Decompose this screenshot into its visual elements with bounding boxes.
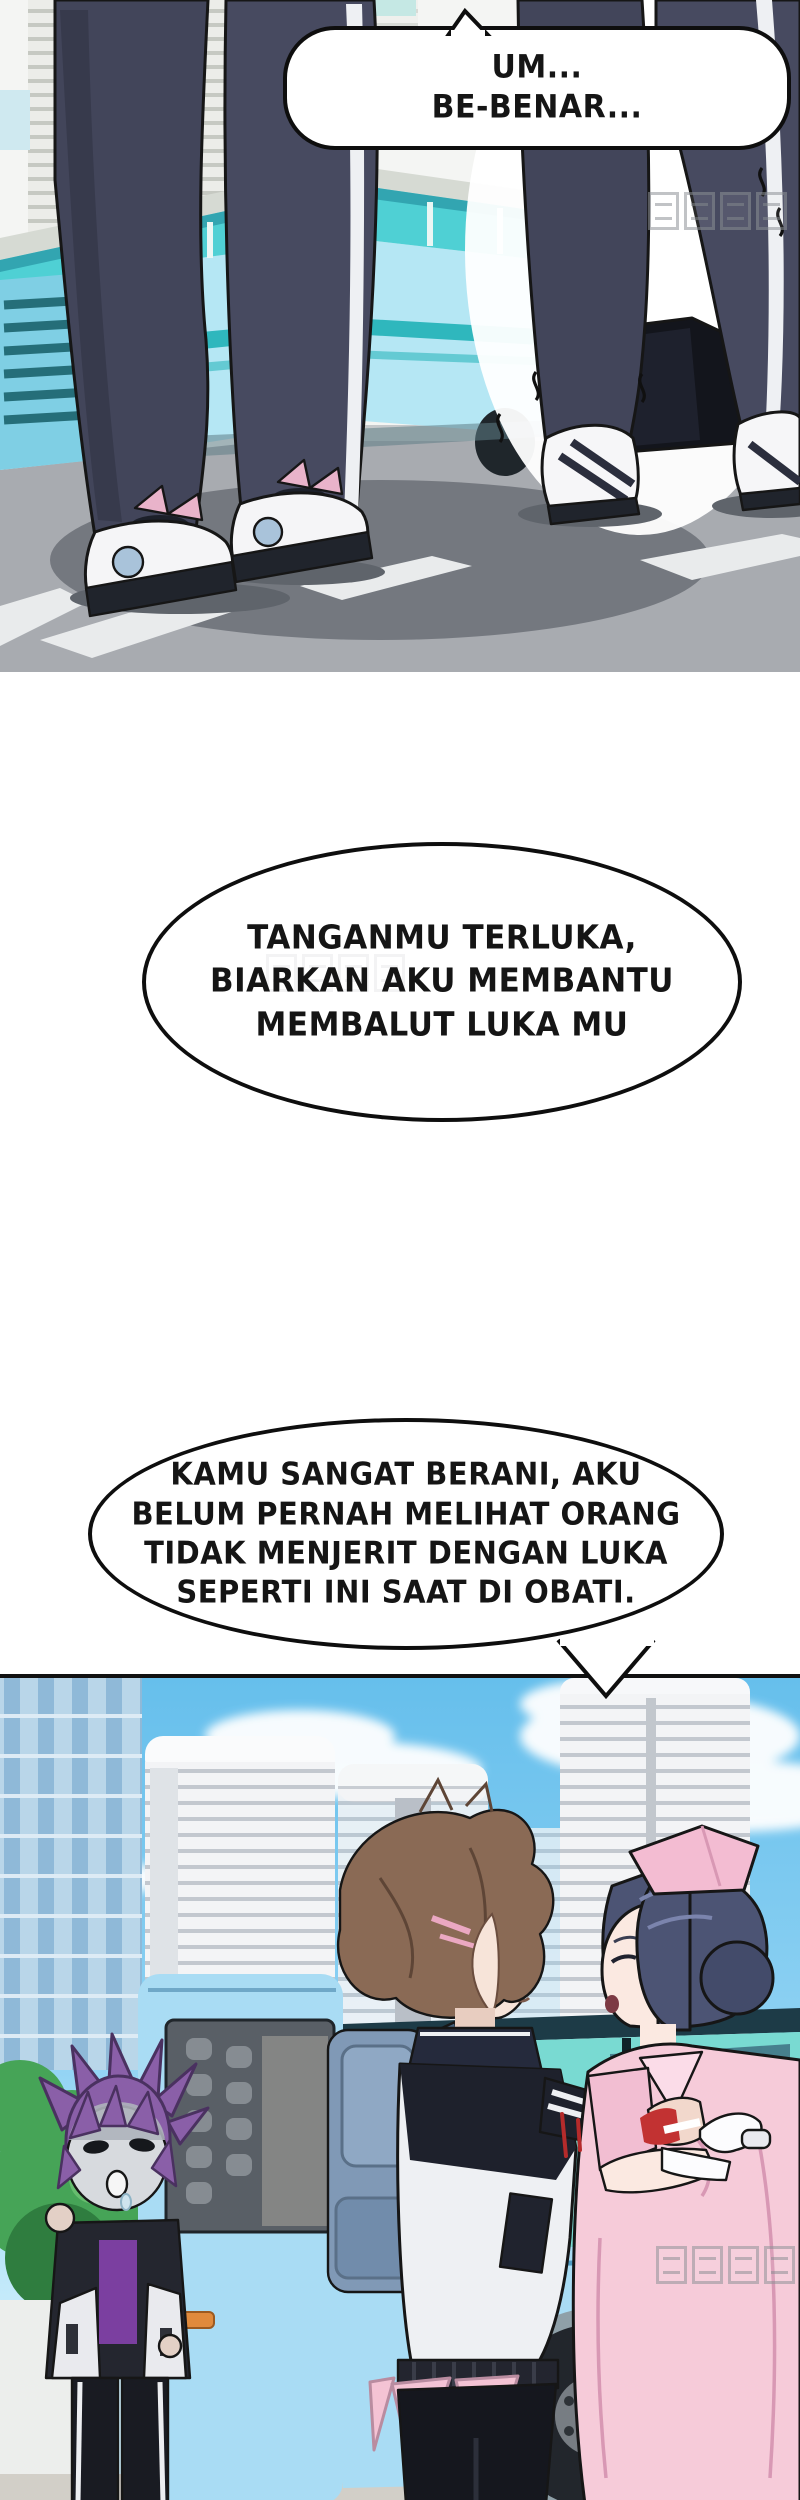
watermark-glyph (692, 2246, 723, 2284)
watermark-glyph (656, 2246, 687, 2284)
watermark-glyph (684, 192, 715, 230)
speech-bubble-praise (88, 1418, 724, 1650)
hair-bun (701, 1942, 773, 2014)
watermark-glyph (756, 192, 787, 230)
site-watermark (648, 192, 787, 230)
watermark-glyph (728, 2246, 759, 2284)
panel2-art (0, 1678, 800, 2500)
bubble-line: TIDAK MENJERIT DENGAN LUKA (144, 1534, 668, 1571)
right-shoe-b (734, 412, 800, 510)
watermark-glyph (648, 192, 679, 230)
boy-hair (338, 1810, 553, 2018)
panel-bottom-bandage (0, 1674, 800, 2500)
watermark-glyph (720, 192, 751, 230)
site-watermark (656, 2246, 795, 2284)
glass-building (0, 1678, 142, 2070)
bubble-line: KAMU SANGAT BERANI, AKU (170, 1456, 642, 1493)
bubble-line: UM... (491, 49, 583, 87)
watermark-glyph (764, 2246, 795, 2284)
speech-bubble-stammer (283, 26, 791, 150)
bubble-line: TANGANMU TERLUKA, (247, 918, 637, 957)
bubble-line: BIARKAN AKU MEMBANTU (210, 962, 674, 1001)
kid-mouth (107, 2171, 127, 2197)
bubble-tail-down (552, 1640, 662, 1700)
bubble-tail-up (445, 8, 491, 34)
bubble-line: BELUM PERNAH MELIHAT ORANG (131, 1495, 681, 1532)
speech-bubble-offer-help (142, 842, 742, 1122)
jacket-pocket (500, 2193, 552, 2272)
kid-hand (159, 2335, 181, 2357)
kid-shirt (99, 2240, 137, 2344)
drool (121, 2194, 131, 2210)
glove-cuff (742, 2130, 770, 2148)
bubble-line: MEMBALUT LUKA MU (255, 1005, 629, 1044)
right-shoe-a (542, 425, 639, 524)
bubble-line: SEPERTI INI SAAT DI OBATI. (176, 1574, 636, 1611)
kid-fist (46, 2204, 74, 2232)
bubble-line: BE-BENAR... (431, 88, 643, 127)
nurse-mouth (605, 1995, 619, 2013)
